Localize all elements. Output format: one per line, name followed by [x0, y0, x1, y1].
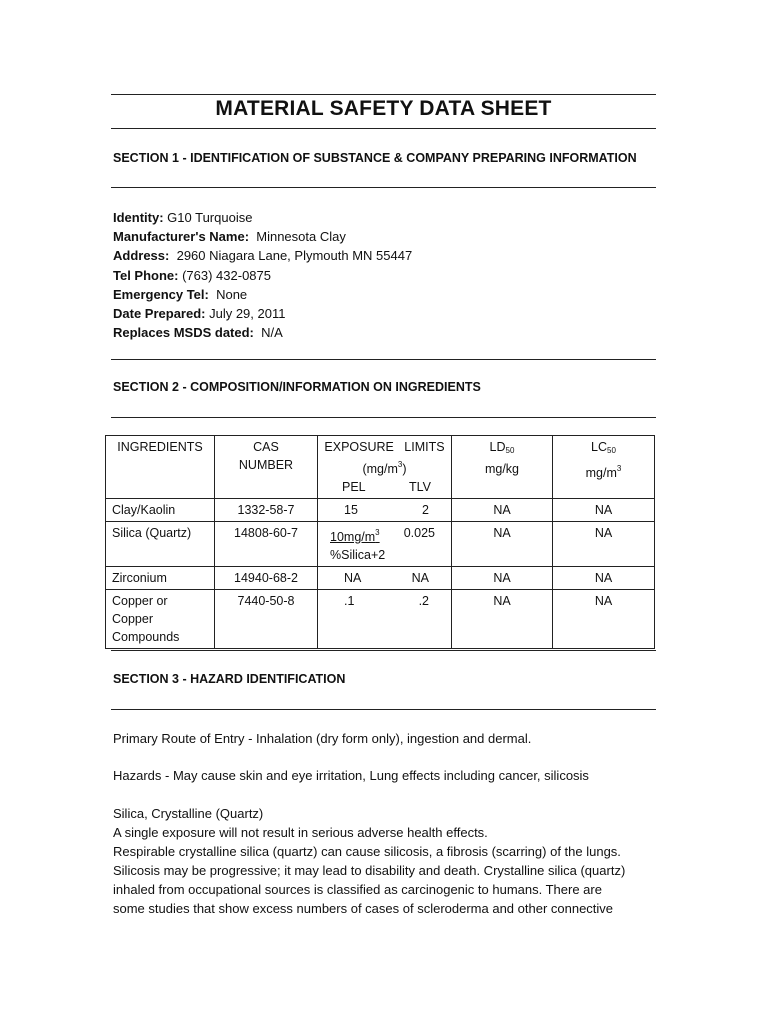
silica-line: Silicosis may be progressive; it may lead to disability and death. Crystalline silica (quartz)	[113, 863, 626, 878]
field-date-prepared: Date Prepared: July 29, 2011	[113, 306, 286, 322]
table-row	[106, 522, 655, 567]
cell-cas: 14808-60-7	[215, 522, 318, 567]
silica-section	[113, 804, 658, 918]
cell-ingredient: Zirconium	[106, 567, 215, 590]
header-ld50: $LD_{50}$ mg/kg	[452, 436, 553, 499]
silica-line: inhaled from occupational sources is classified as carcinogenic to humans. There are	[113, 882, 602, 897]
ingredients-table	[105, 435, 655, 649]
title-rule-top	[111, 94, 656, 95]
cell-ld50: NA	[452, 522, 553, 567]
cell-lc50: NA	[553, 590, 655, 649]
cell-lc50: NA	[553, 499, 655, 522]
section2-heading: SECTION 2 - COMPOSITION/INFORMATION ON INGREDIENTS	[113, 380, 481, 394]
cell-cas: 7440-50-8	[215, 590, 318, 649]
cell-ld50: NA	[452, 567, 553, 590]
route-of-entry: Primary Route of Entry - Inhalation (dry form only), ingestion and dermal.	[113, 731, 532, 746]
header-pel: PEL	[342, 480, 366, 494]
header-cas-number: CAS NUMBER	[215, 436, 318, 499]
section3-heading: SECTION 3 - HAZARD IDENTIFICATION	[113, 672, 346, 686]
hazards-text: Hazards - May cause skin and eye irritation, Lung effects including cancer, silicosis	[113, 768, 589, 783]
cell-ld50: NA	[452, 590, 553, 649]
table-row	[106, 499, 655, 522]
header-tlv: TLV	[409, 480, 431, 494]
section3-rule-bottom	[111, 709, 656, 710]
document-title: MATERIAL SAFETY DATA SHEET	[215, 97, 552, 120]
cell-ingredient: Copper or Copper Compounds	[106, 590, 215, 649]
silica-title: Silica, Crystalline (Quartz)	[113, 806, 264, 821]
cell-ingredient: Silica (Quartz)	[106, 522, 215, 567]
cell-ld50: NA	[452, 499, 553, 522]
section1-rule	[111, 187, 656, 188]
cell-cas: 14940-68-2	[215, 567, 318, 590]
silica-line: A single exposure will not result in serious adverse health effects.	[113, 825, 488, 840]
cell-exposure: 15 2	[318, 499, 452, 522]
header-lc50: $LC_{50}$ $mg/m^3$	[553, 436, 655, 499]
field-address: Address: 2960 Niagara Lane, Plymouth MN 55447	[113, 248, 413, 264]
cell-cas: 1332-58-7	[215, 499, 318, 522]
table-header-row	[106, 436, 655, 499]
header-exposure-limits: EXPOSURE LIMITS $(mg/m^3)$ PEL TLV	[318, 436, 452, 499]
section2-rule-bottom	[111, 417, 656, 418]
field-replaces-msds: Replaces MSDS dated: N/A	[113, 325, 283, 341]
section3-rule-top	[111, 650, 656, 651]
cell-lc50: NA	[553, 567, 655, 590]
silica-line: Respirable crystalline silica (quartz) can cause silicosis, a fibrosis (scarring) of the lungs.	[113, 844, 621, 859]
header-ingredients: INGREDIENTS	[106, 436, 215, 499]
section1-heading: SECTION 1 - IDENTIFICATION OF SUBSTANCE & COMPANY PREPARING INFORMATION	[113, 151, 637, 165]
table-row	[106, 567, 655, 590]
field-tel-phone: Tel Phone: (763) 432-0875	[113, 267, 271, 283]
table-row	[106, 590, 655, 649]
field-manufacturer: Manufacturer's Name: Minnesota Clay	[113, 229, 346, 245]
title-rule-bottom	[111, 128, 656, 129]
cell-exposure: $10mg/m^3$ 0.025 %Silica+2	[318, 522, 452, 567]
silica-line: some studies that show excess numbers of cases of scleroderma and other connective	[113, 901, 614, 916]
cell-lc50: NA	[553, 522, 655, 567]
field-emergency-tel: Emergency Tel: None	[113, 286, 248, 302]
field-identity: Identity: G10 Turquoise	[113, 210, 253, 225]
cell-exposure: .1 .2	[318, 590, 452, 649]
cell-exposure: NA NA	[318, 567, 452, 590]
identification-fields	[113, 208, 412, 342]
section2-rule-top	[111, 359, 656, 360]
cell-ingredient: Clay/Kaolin	[106, 499, 215, 522]
